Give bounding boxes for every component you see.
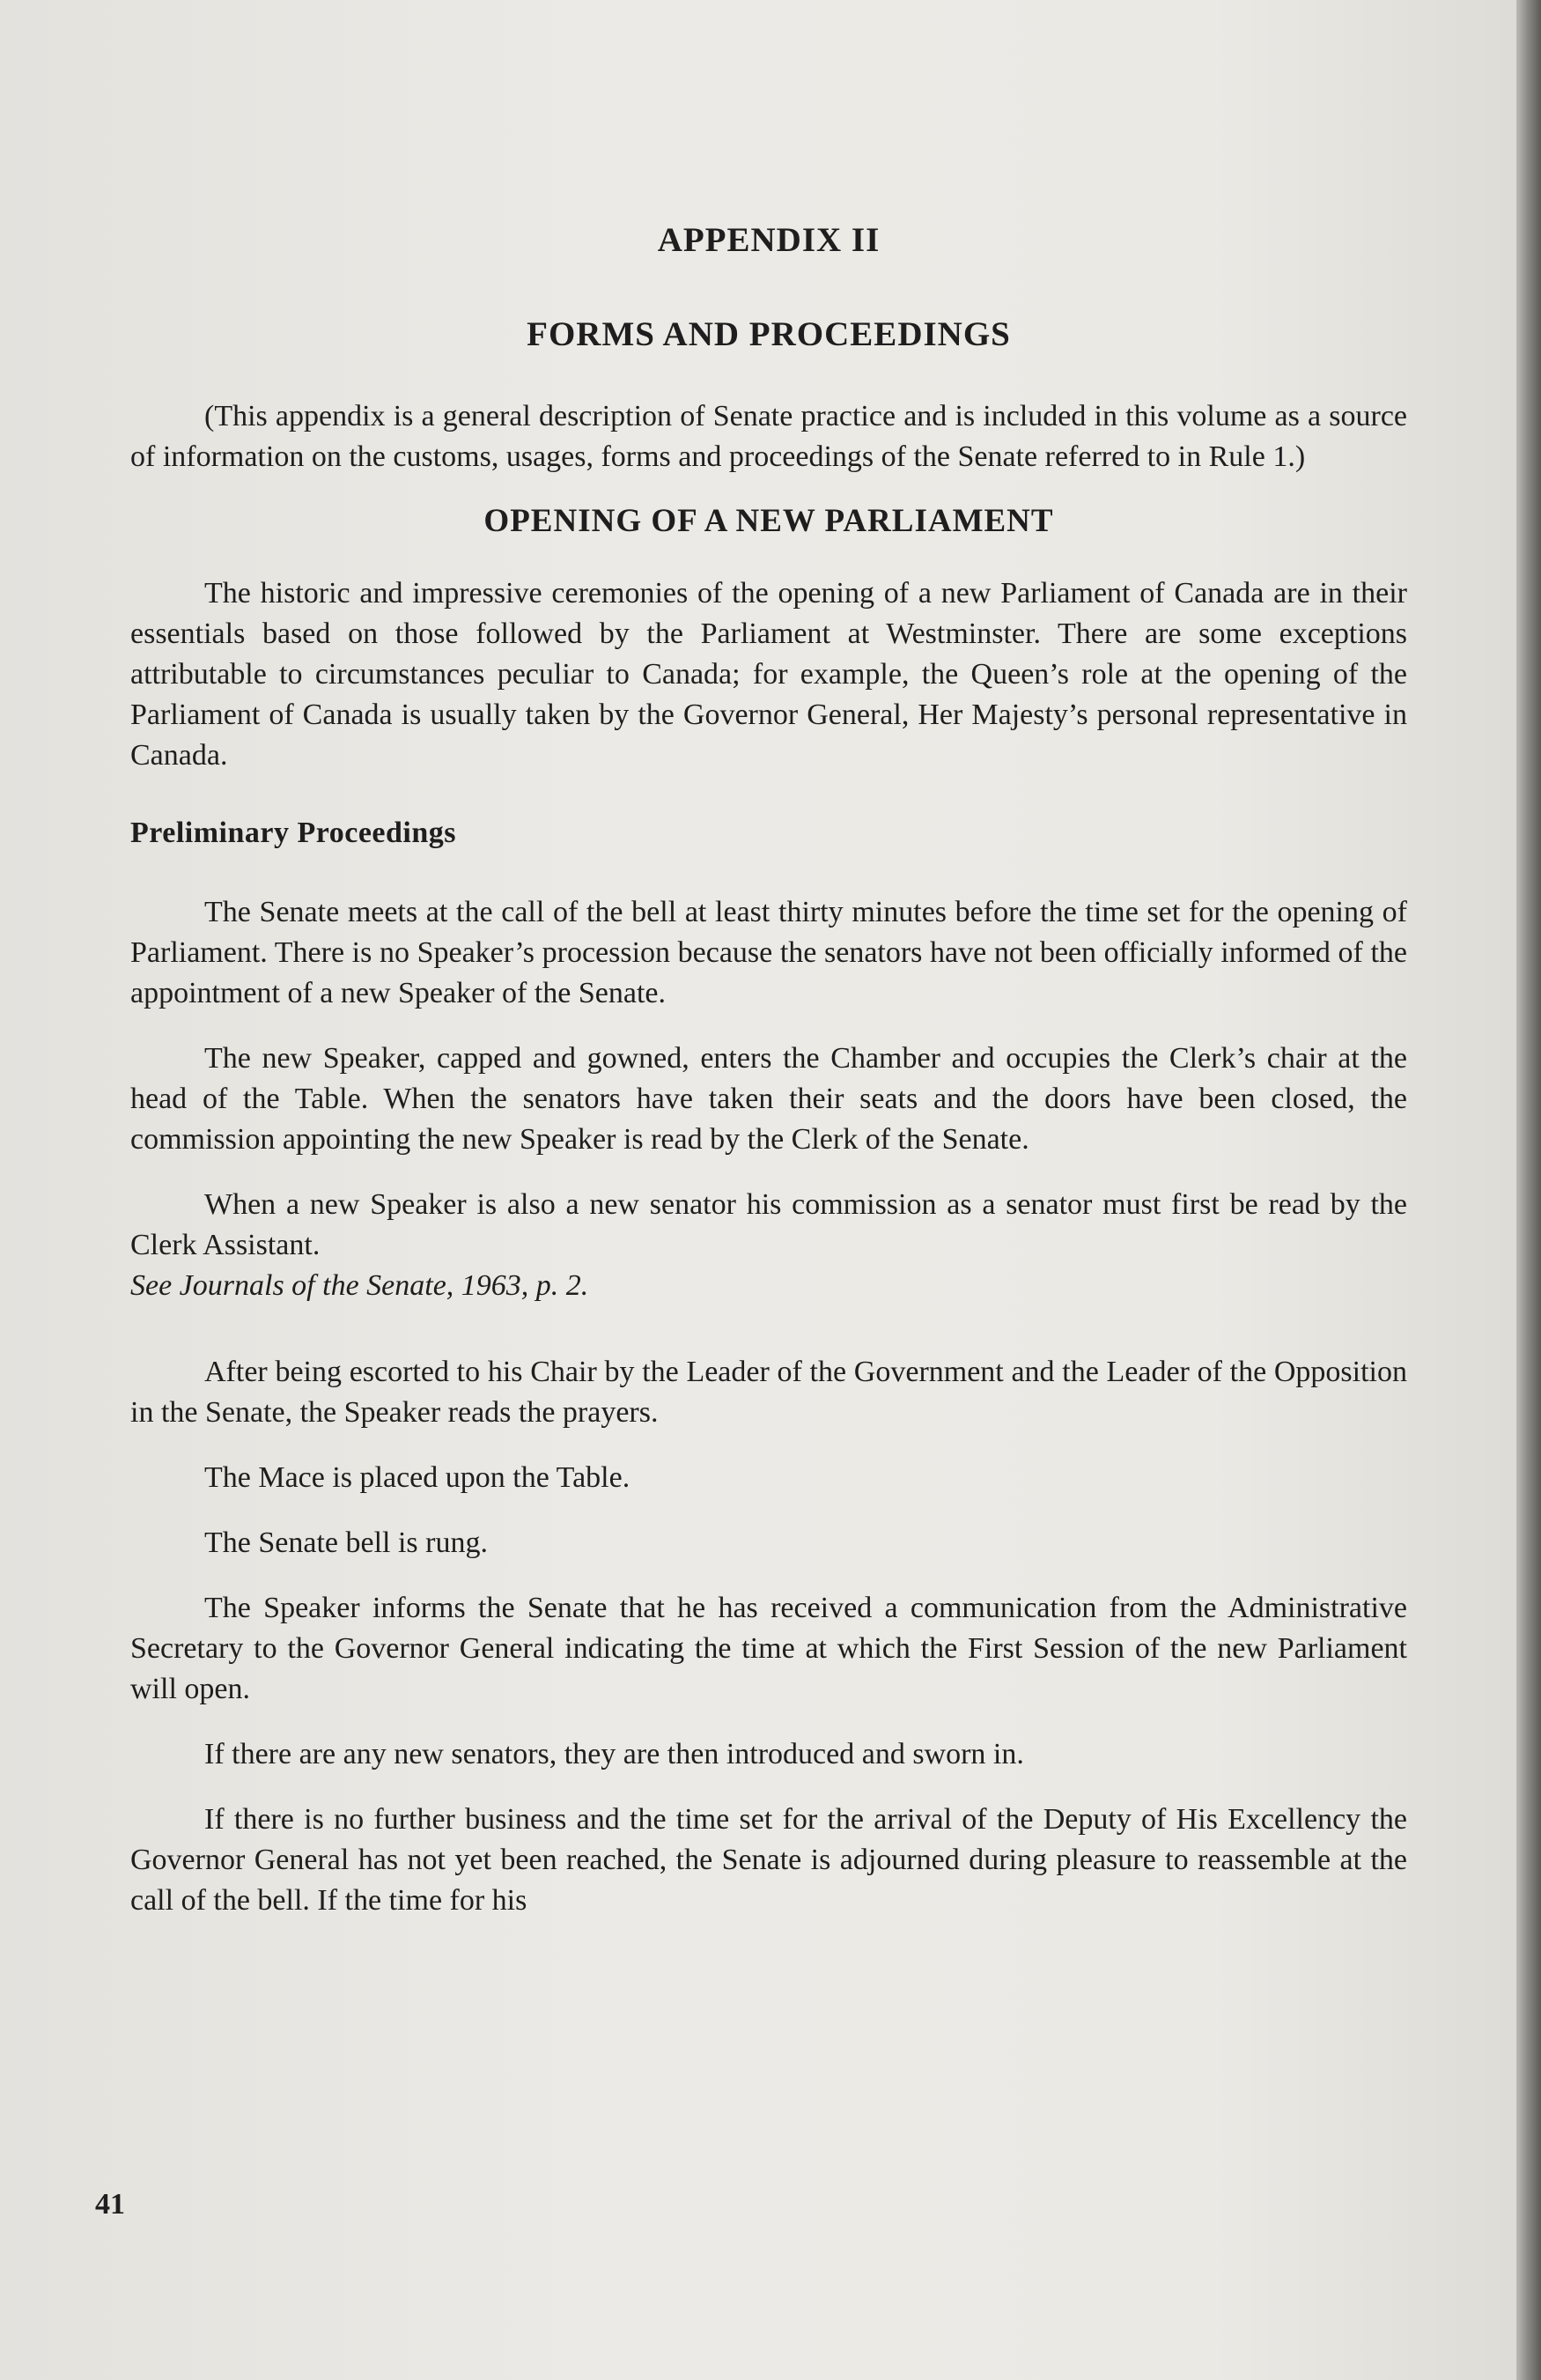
forms-title: FORMS AND PROCEEDINGS: [527, 315, 1011, 353]
page-content: [130, 220, 1407, 1946]
paragraph-new-speaker: The new Speaker, capped and gowned, enters the Chamber and occupies the Clerk’s chair at the head of the Table. When the senators have taken their seats and the doors have been closed, the commission appointing the new Speaker is read by the Clerk of the Senate.: [130, 1042, 1407, 1156]
paragraph-new-senators: If there are any new senators, they are then introduced and sworn in.: [204, 1738, 1024, 1770]
paragraph-bell-rung: The Senate bell is rung.: [204, 1526, 488, 1559]
subsection-title: Preliminary Proceedings: [130, 817, 457, 849]
paragraph-mace: The Mace is placed upon the Table.: [204, 1461, 630, 1494]
page-number: 41: [95, 2188, 125, 2221]
journal-reference: See Journals of the Senate, 1963, p. 2.: [130, 1269, 589, 1302]
intro-paragraph: (This appendix is a general description of Senate practice and is included in this volume as a source of information on the customs, usages, forms and proceedings of the Senate referred to in Rule 1.): [130, 400, 1407, 473]
paragraph-communication: The Speaker informs the Senate that he has received a communication from the Administrative Secretary to the Governor General indicating the time at which the First Session of the new Parliament will open.: [130, 1592, 1407, 1705]
paragraph-bell: The Senate meets at the call of the bell at least thirty minutes before the time set for the opening of Parliament. There is no Speaker’s procession because the senators have not been officially informed of the appointment of a new Speaker of the Senate.: [130, 896, 1407, 1009]
section-title: OPENING OF A NEW PARLIAMENT: [483, 503, 1054, 539]
paragraph-adjourned: If there is no further business and the time set for the arrival of the Deputy of His Excellency the Governor General has not yet been reached, the Senate is adjourned during pleasure to reassemble at the call of the bell. If the time for his: [130, 1803, 1407, 1917]
paragraph-escort: After being escorted to his Chair by the Leader of the Government and the Leader of the Opposition in the Senate, the Speaker reads the prayers.: [130, 1356, 1407, 1429]
appendix-title: APPENDIX II: [657, 221, 881, 259]
paragraph-new-senator: When a new Speaker is also a new senator his commission as a senator must first be read by the Clerk Assistant.: [130, 1188, 1407, 1261]
section-paragraph: The historic and impressive ceremonies of the opening of a new Parliament of Canada are in their essentials based on those followed by the Parliament at Westminster. There are some exceptions attributable to circumstances peculiar to Canada; for example, the Queen’s role at the opening of the Parliament of Canada is usually taken by the Governor General, Her Majesty’s personal representative in Canada.: [130, 577, 1407, 772]
page-edge-shadow: [1516, 0, 1541, 2380]
